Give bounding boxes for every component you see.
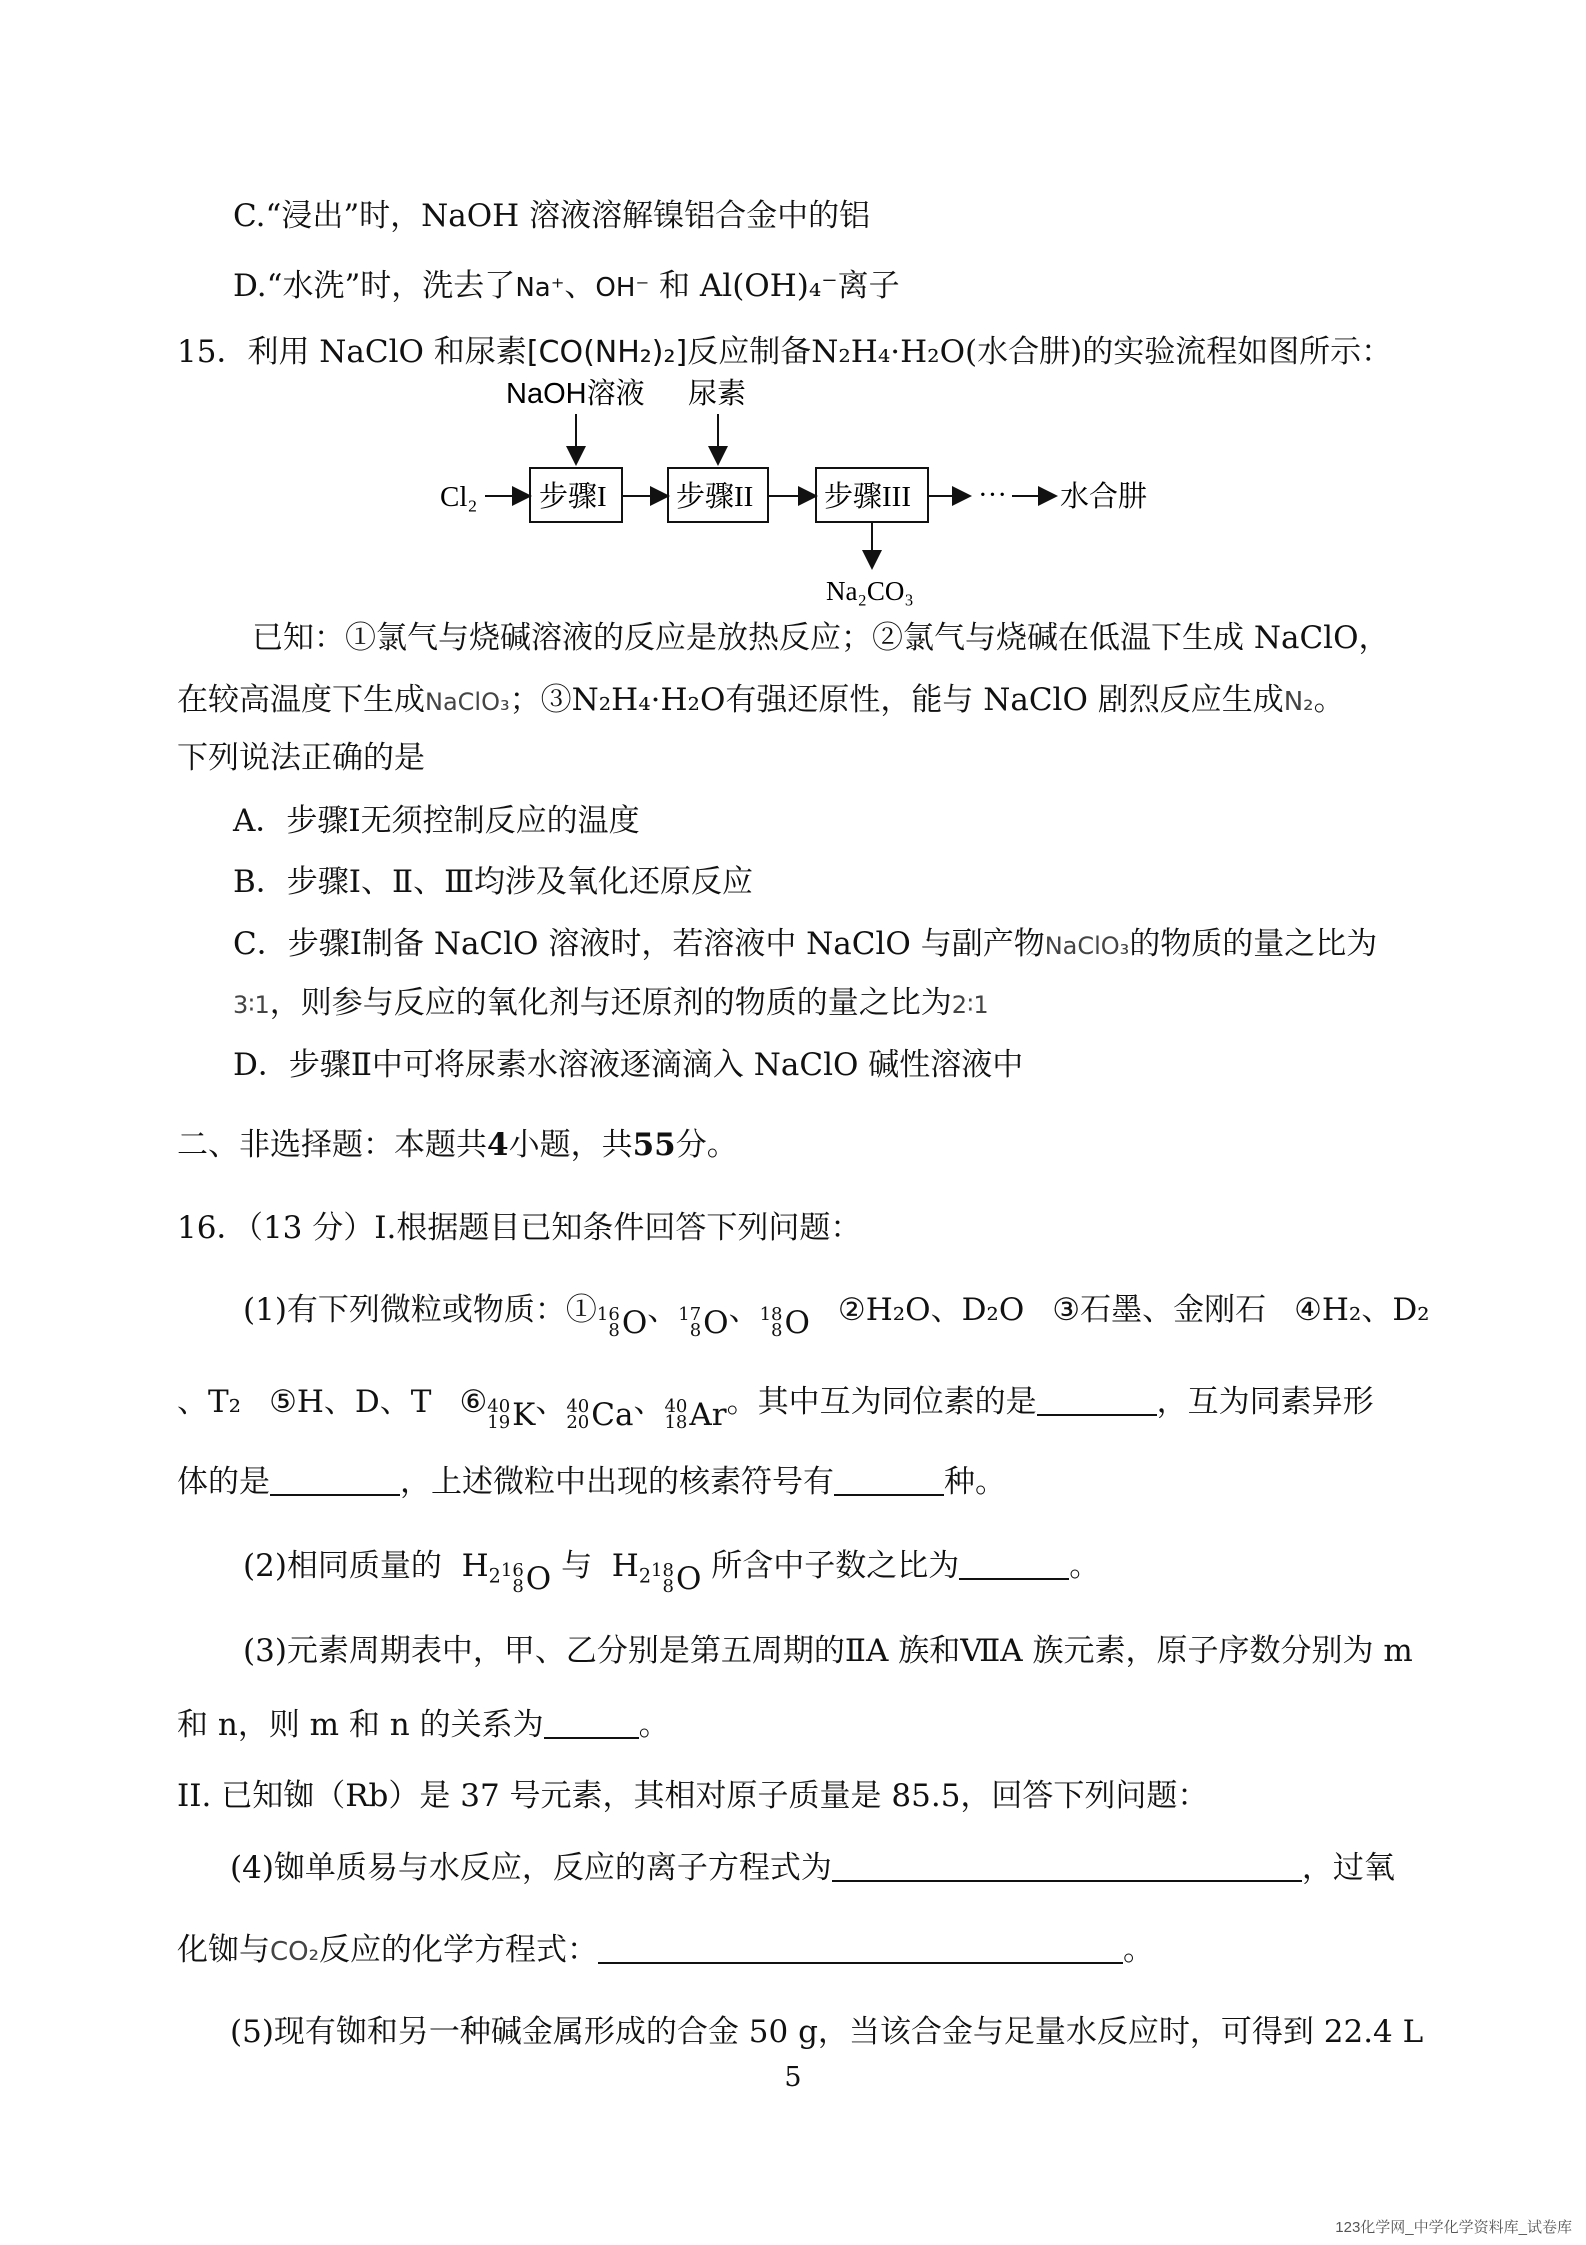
flow-dots: ··· (978, 479, 1007, 511)
formula-naclo3: NaClO₃ (425, 688, 510, 716)
part-2: (2)相同质量的 $H_2$ 16 8 O 与 $H_2$ 18 8 O 所含中子数之比为 。 (243, 1548, 1101, 1597)
part-3-line-2: 和 n，则 m 和 n 的关系为 。 (177, 1707, 670, 1743)
input-cl2: Cl₂ (440, 481, 478, 513)
known-line-1: 已知：①氯气与烧碱溶液的反应是放热反应；②氯气与烧碱在低温下生成 NaClO， (252, 620, 1390, 656)
formula-oh: OH⁻ (595, 273, 650, 303)
part-3-line-1: (3)元素周期表中，甲、乙分别是第五周期的ⅡA 族和ⅦA 族元素，原子序数分别为 m (243, 1633, 1413, 1669)
step2-label: 步骤II (676, 481, 754, 513)
part-1-line-2: 、T₂ ⑤H、D、T ⑥ 40 19 K 、 40 20 Ca 、 40 18 Ar 。其中互为同位素的是 ，互为同素异形 (177, 1384, 1374, 1433)
part-1-line-1: (1)有下列微粒或物质：① 16 8 O 、 17 8 O 、 18 8 O ②H₂O、D₂O ③石墨、金刚石 ④H₂、D₂ (243, 1292, 1430, 1341)
formula-co2: CO₂ (270, 1937, 320, 1967)
blank-nuclide-count[interactable] (834, 1466, 944, 1496)
flow-diagram (430, 378, 1190, 608)
product-hydrazine: 水合肼 (1060, 481, 1148, 513)
page-number: 5 (784, 2062, 802, 2093)
formula-hydrazine-2: N₂H₄·H₂O (571, 682, 726, 718)
option-c: C．步骤Ⅰ制备 NaClO 溶液时，若溶液中 NaClO 与副产物NaClO₃的物质的量之比为 (233, 926, 1378, 962)
option-c-cont: 3∶1，则参与反应的氧化剂与还原剂的物质的量之比为2∶1 (233, 985, 989, 1021)
option-c-line: C.“浸出”时，NaOH 溶液溶解镍铝合金中的铝 (233, 198, 871, 234)
question-16-part-ii: II. 已知铷（Rb）是 37 号元素，其相对原子质量是 85.5，回答下列问题： (177, 1778, 1209, 1814)
option-a: A．步骤Ⅰ无须控制反应的温度 (233, 803, 640, 839)
formula-aloh4: Al(OH)₄⁻ (699, 268, 838, 304)
blank-ionic-equation[interactable] (832, 1852, 1302, 1882)
part-5-line-1: (5)现有铷和另一种碱金属形成的合金 50 g，当该合金与足量水反应时，可得到 22.4 L (230, 2014, 1424, 2050)
option-d: D．步骤Ⅱ中可将尿素水溶液逐滴滴入 NaClO 碱性溶液中 (233, 1047, 1024, 1083)
step1-label: 步骤I (539, 481, 607, 513)
blank-neutron-ratio[interactable] (959, 1550, 1069, 1580)
known-line-2: 在较高温度下生成NaClO₃；③N₂H₄·H₂O有强还原性，能与 NaClO 剧烈反应生成N₂。 (177, 682, 1345, 718)
blank-allotropes[interactable] (270, 1466, 400, 1496)
formula-urea: [CO(NH₂)₂] (526, 335, 688, 370)
question-15-stem: 15．利用 NaClO 和尿素[CO(NH₂)₂]反应制备N₂H₄·H₂O(水合肼)的实验流程如图所示： (177, 334, 1393, 370)
formula-n2: N₂ (1283, 687, 1314, 717)
option-b: B．步骤Ⅰ、Ⅱ、Ⅲ均涉及氧化还原反应 (233, 864, 753, 900)
formula-naclo3-2: NaClO₃ (1044, 932, 1130, 960)
watermark: 123化学网_中学化学资料库_试卷库 (1335, 2219, 1572, 2236)
reagent-urea: 尿素 (688, 378, 747, 410)
step3-label: 步骤III (824, 481, 911, 513)
formula-hydrazine: N₂H₄·H₂O (811, 334, 965, 370)
part-4-line-2: 化铷与CO₂反应的化学方程式： 。 (177, 1932, 1155, 1968)
formula-na: Na⁺ (515, 273, 565, 303)
blank-chemical-equation[interactable] (598, 1934, 1123, 1964)
part-1-line-3: 体的是 ，上述微粒中出现的核素符号有 种。 (177, 1464, 1006, 1500)
blank-isotopes[interactable] (1037, 1386, 1157, 1416)
part-4-line-1: (4)铷单质易与水反应，反应的离子方程式为 ，过氧 (230, 1850, 1395, 1886)
reagent-naoh: NaOH溶液 (506, 378, 645, 410)
section-2-header: 二、非选择题：本题共4小题，共55分。 (177, 1127, 738, 1163)
question-16-stem: 16．（13 分）I.根据题目已知条件回答下列问题： (177, 1210, 862, 1246)
blank-m-n-relation[interactable] (544, 1709, 639, 1739)
byproduct-na2co3: Na₂CO₃ (826, 576, 914, 606)
question-prompt: 下列说法正确的是 (177, 740, 425, 776)
option-d-line: D.“水洗”时，洗去了Na⁺、OH⁻ 和 Al(OH)₄⁻离子 (233, 268, 900, 304)
